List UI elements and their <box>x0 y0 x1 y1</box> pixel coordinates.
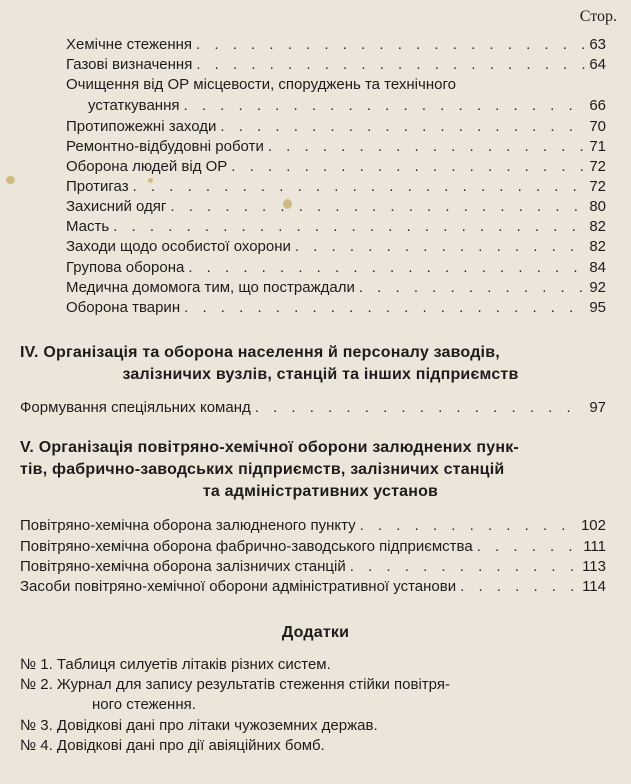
section-heading: залізничих вузлів, станцій та інших підприємств <box>122 366 519 383</box>
toc-entry: Захисний одяг . . . 80 <box>66 197 606 216</box>
toc-entry: Газові визначення . . . 64 <box>66 55 606 74</box>
toc-entry: Медична домомога тим, що постраждали . . . 92 <box>66 278 606 297</box>
toc-entry: Оборона тварин . . . 95 <box>66 298 606 317</box>
toc-entry: Групова оборона . . . 84 <box>66 258 606 277</box>
toc-entry: Оборона людей від ОР . . . 72 <box>66 157 606 176</box>
toc-entry: Засоби повітряно-хемічної оборони адміністративної установи . . . 114 <box>20 577 606 596</box>
section-heading: IV. Організація та оборона населення й персоналу заводів, <box>20 344 500 361</box>
toc-entry: устаткування . . . 66 <box>88 96 606 115</box>
appendix-item: № 2. Журнал для запису результатів стеження стійки повітря- <box>20 676 450 693</box>
section-heading: тів, фабрично-заводських підприємств, залізничих станцій <box>20 461 505 478</box>
toc-entry: Заходи щодо особистої охорони . . . 82 <box>66 237 606 256</box>
toc-entry: Масть . . . 82 <box>66 217 606 236</box>
toc-entry: Повітряно-хемічна оборона фабрично-заводського підприємства . . . 111 <box>20 537 606 556</box>
ink-stain <box>6 176 15 184</box>
toc-entry: Хемічне стеження . . . 63 <box>66 35 606 54</box>
toc-entry: Протипожежні заходи . . . 70 <box>66 117 606 136</box>
appendix-title: Додатки <box>281 624 350 641</box>
toc-entry: Формування спеціяльних команд . . . 97 <box>20 398 606 417</box>
appendix-item: № 4. Довідкові дані про дії авіяційних бомб. <box>20 737 325 754</box>
toc-entry: Протигаз . . . 72 <box>66 177 606 196</box>
appendix-item: № 1. Таблиця силуетів літаків різних систем. <box>20 656 331 673</box>
section-heading: V. Організація повітряно-хемічної оборони залюднених пунк- <box>20 439 519 456</box>
section-heading: та адміністративних установ <box>202 483 439 500</box>
toc-entry-text: Очищення від ОР місцевости, споруджень та технічного <box>66 76 456 93</box>
toc-entry: Ремонтно-відбудовні роботи . . . 71 <box>66 137 606 156</box>
page-column-label: Стор. <box>579 8 617 25</box>
toc-entry: Повітряно-хемічна оборона залізничих станцій . . . 113 <box>20 557 606 576</box>
toc-entry: Повітряно-хемічна оборона залюдненого пункту . . . 102 <box>20 516 606 535</box>
appendix-item-continuation: ного стеження. <box>92 696 196 713</box>
appendix-item: № 3. Довідкові дані про літаки чужоземних держав. <box>20 717 378 734</box>
